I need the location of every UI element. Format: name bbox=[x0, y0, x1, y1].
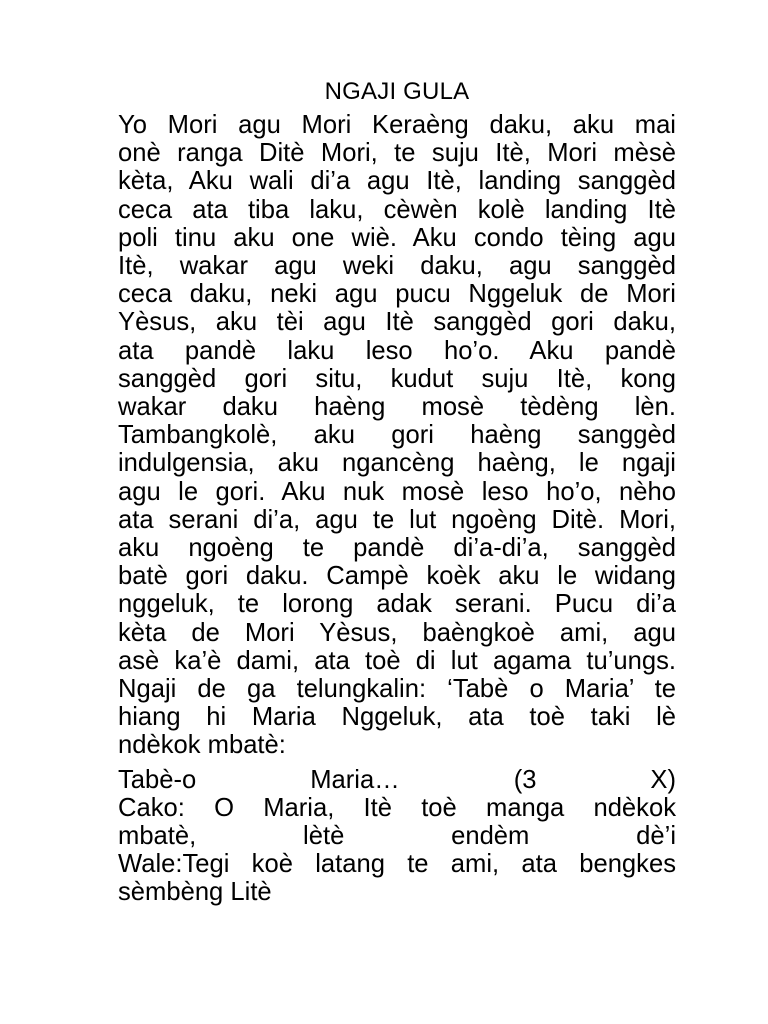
text-line: onè ranga Ditè Mori, te suju Itè, Mori mèsè bbox=[118, 139, 676, 168]
text-line: kèta de Mori Yèsus, baèngkoè ami, agu bbox=[118, 618, 676, 647]
text-line: ceca daku, neki agu pucu Nggeluk de Mori bbox=[118, 280, 676, 309]
text-line: kèta, Aku wali di’a agu Itè, landing sanggèd bbox=[118, 167, 676, 196]
response-paragraph bbox=[118, 766, 676, 907]
document-title: NGAJI GULA bbox=[324, 78, 470, 105]
text-line: Wale:Tegi koè latang te ami, ata bengkes bbox=[118, 850, 676, 879]
text-line: hiang hi Maria Nggeluk, ata toè taki lè bbox=[118, 703, 676, 732]
text-line: ata serani di’a, agu te lut ngoèng Ditè. Mori, bbox=[118, 505, 676, 534]
text-line: nggeluk, te lorong adak serani. Pucu di’a bbox=[118, 590, 676, 619]
text-line: Tambangkolè, aku gori haèng sanggèd bbox=[118, 421, 676, 450]
text-line: indulgensia, aku ngancèng haèng, le ngaji bbox=[118, 449, 676, 478]
text-line: Ngaji de ga telungkalin: ‘Tabè o Maria’ te bbox=[118, 675, 676, 704]
document-page bbox=[118, 78, 676, 907]
text-line: Itè, wakar agu weki daku, agu sanggèd bbox=[118, 252, 676, 281]
text-line: mbatè, lètè endèm dè’i bbox=[118, 822, 676, 851]
text-line: agu le gori. Aku nuk mosè leso ho’o, nèho bbox=[118, 477, 676, 506]
text-line: Tabè-o Maria… (3 X) bbox=[118, 765, 676, 794]
text-line: Yo Mori agu Mori Keraèng daku, aku mai bbox=[118, 111, 676, 139]
text-line: ceca ata tiba laku, cèwèn kolè landing Itè bbox=[118, 195, 676, 224]
text-line: sanggèd gori situ, kudut suju Itè, kong bbox=[118, 364, 676, 393]
text-line: Yèsus, aku tèi agu Itè sanggèd gori daku, bbox=[118, 308, 676, 337]
text-line: sèmbèng Litè bbox=[118, 878, 272, 907]
text-line: ata pandè laku leso ho’o. Aku pandè bbox=[118, 336, 676, 365]
text-line: ndèkok mbatè: bbox=[118, 731, 286, 760]
prayer-paragraph bbox=[118, 111, 676, 760]
text-line: Cako: O Maria, Itè toè manga ndèkok bbox=[118, 793, 676, 822]
text-line: poli tinu aku one wiè. Aku condo tèing agu bbox=[118, 223, 676, 252]
text-line: batè gori daku. Campè koèk aku le widang bbox=[118, 562, 676, 591]
text-line: aku ngoèng te pandè di’a-di’a, sanggèd bbox=[118, 534, 676, 563]
text-line: asè ka’è dami, ata toè di lut agama tu’ungs. bbox=[118, 646, 676, 675]
text-line: wakar daku haèng mosè tèdèng lèn. bbox=[118, 393, 676, 422]
